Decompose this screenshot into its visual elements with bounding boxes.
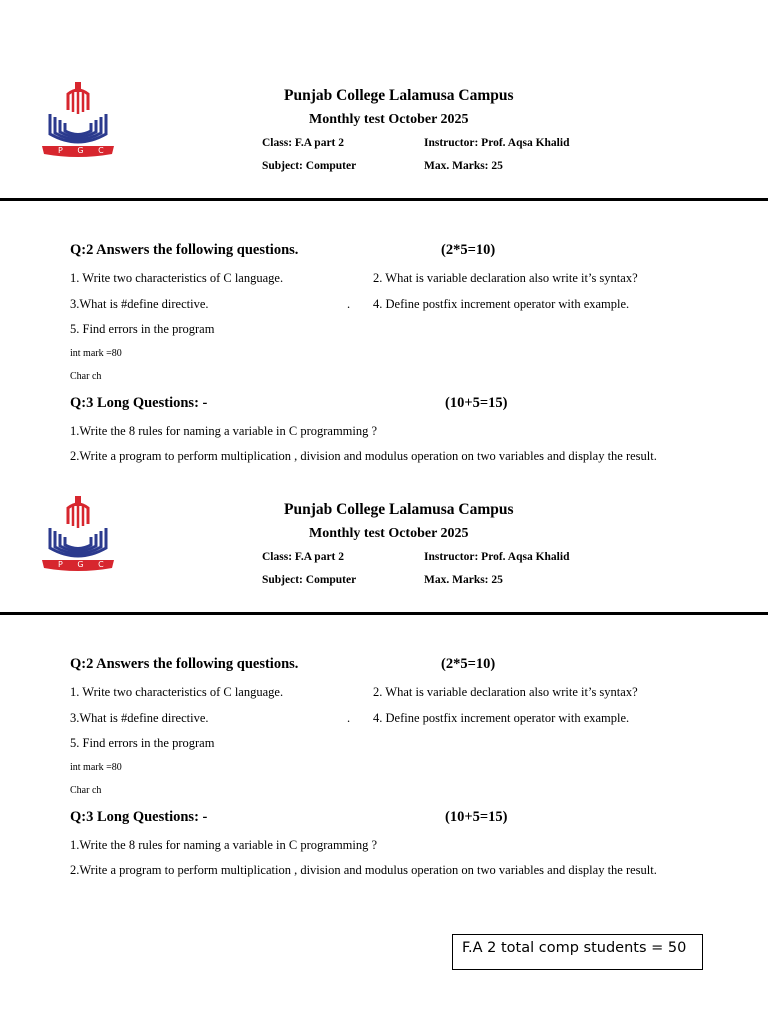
header-divider	[0, 612, 768, 615]
question-3-marks: (10+5=15)	[445, 395, 508, 411]
question-3-title: Q:3 Long Questions: -	[70, 395, 208, 411]
test-paper-copy-1	[0, 0, 768, 463]
question-3-title: Q:3 Long Questions: -	[70, 809, 208, 825]
question-3-item: 1.Write the 8 rules for naming a variable in C programming ?	[70, 424, 378, 438]
max-marks-label: Max. Marks: 25	[424, 160, 503, 172]
college-name: Punjab College Lalamusa Campus	[284, 87, 514, 104]
question-2-item: 3.What is #define directive.	[70, 711, 209, 725]
question-2-item: 5. Find errors in the program	[70, 736, 215, 750]
question-2-title: Q:2 Answers the following questions.	[70, 242, 299, 258]
header-divider	[0, 198, 768, 201]
question-3-item: 2.Write a program to perform multiplication , division and modulus operation on two variables and display the result.	[70, 863, 657, 877]
code-line: int mark =80	[70, 762, 122, 773]
question-2-marks: (2*5=10)	[441, 656, 496, 672]
question-3-item: 2.Write a program to perform multiplication , division and modulus operation on two variables and display the result.	[70, 449, 657, 463]
instructor-label: Instructor: Prof. Aqsa Khalid	[424, 137, 570, 149]
code-line: Char ch	[70, 371, 102, 382]
test-title: Monthly test October 2025	[309, 526, 469, 541]
code-line: Char ch	[70, 785, 102, 796]
college-name: Punjab College Lalamusa Campus	[284, 501, 514, 518]
question-2-item: 1. Write two characteristics of C language.	[70, 271, 284, 285]
question-2-item: 5. Find errors in the program	[70, 322, 215, 336]
code-line: int mark =80	[70, 348, 122, 359]
stray-dot: .	[347, 297, 351, 311]
test-title: Monthly test October 2025	[309, 112, 469, 127]
college-logo	[40, 80, 116, 162]
student-count-note: F.A 2 total comp students = 50	[452, 934, 703, 970]
question-2-item: 1. Write two characteristics of C language.	[70, 685, 284, 699]
question-2-item: 4. Define postfix increment operator with example.	[373, 711, 630, 725]
college-logo	[40, 494, 116, 576]
subject-label: Subject: Computer	[262, 160, 357, 172]
question-2-marks: (2*5=10)	[441, 242, 496, 258]
question-2-item: 4. Define postfix increment operator with example.	[373, 297, 630, 311]
logo-letters: P G C	[58, 560, 110, 569]
question-2-item: 2. What is variable declaration also write it’s syntax?	[373, 685, 638, 699]
question-2-item: 2. What is variable declaration also write it’s syntax?	[373, 271, 638, 285]
subject-label: Subject: Computer	[262, 574, 357, 586]
question-3-marks: (10+5=15)	[445, 809, 508, 825]
class-label: Class: F.A part 2	[262, 137, 344, 149]
max-marks-label: Max. Marks: 25	[424, 574, 503, 586]
class-label: Class: F.A part 2	[262, 551, 344, 563]
question-2-title: Q:2 Answers the following questions.	[70, 656, 299, 672]
instructor-label: Instructor: Prof. Aqsa Khalid	[424, 551, 570, 563]
question-2-item: 3.What is #define directive.	[70, 297, 209, 311]
logo-letters: P G C	[58, 146, 110, 155]
question-3-item: 1.Write the 8 rules for naming a variable in C programming ?	[70, 838, 378, 852]
stray-dot: .	[347, 711, 351, 725]
test-paper-copy-2	[0, 414, 768, 877]
